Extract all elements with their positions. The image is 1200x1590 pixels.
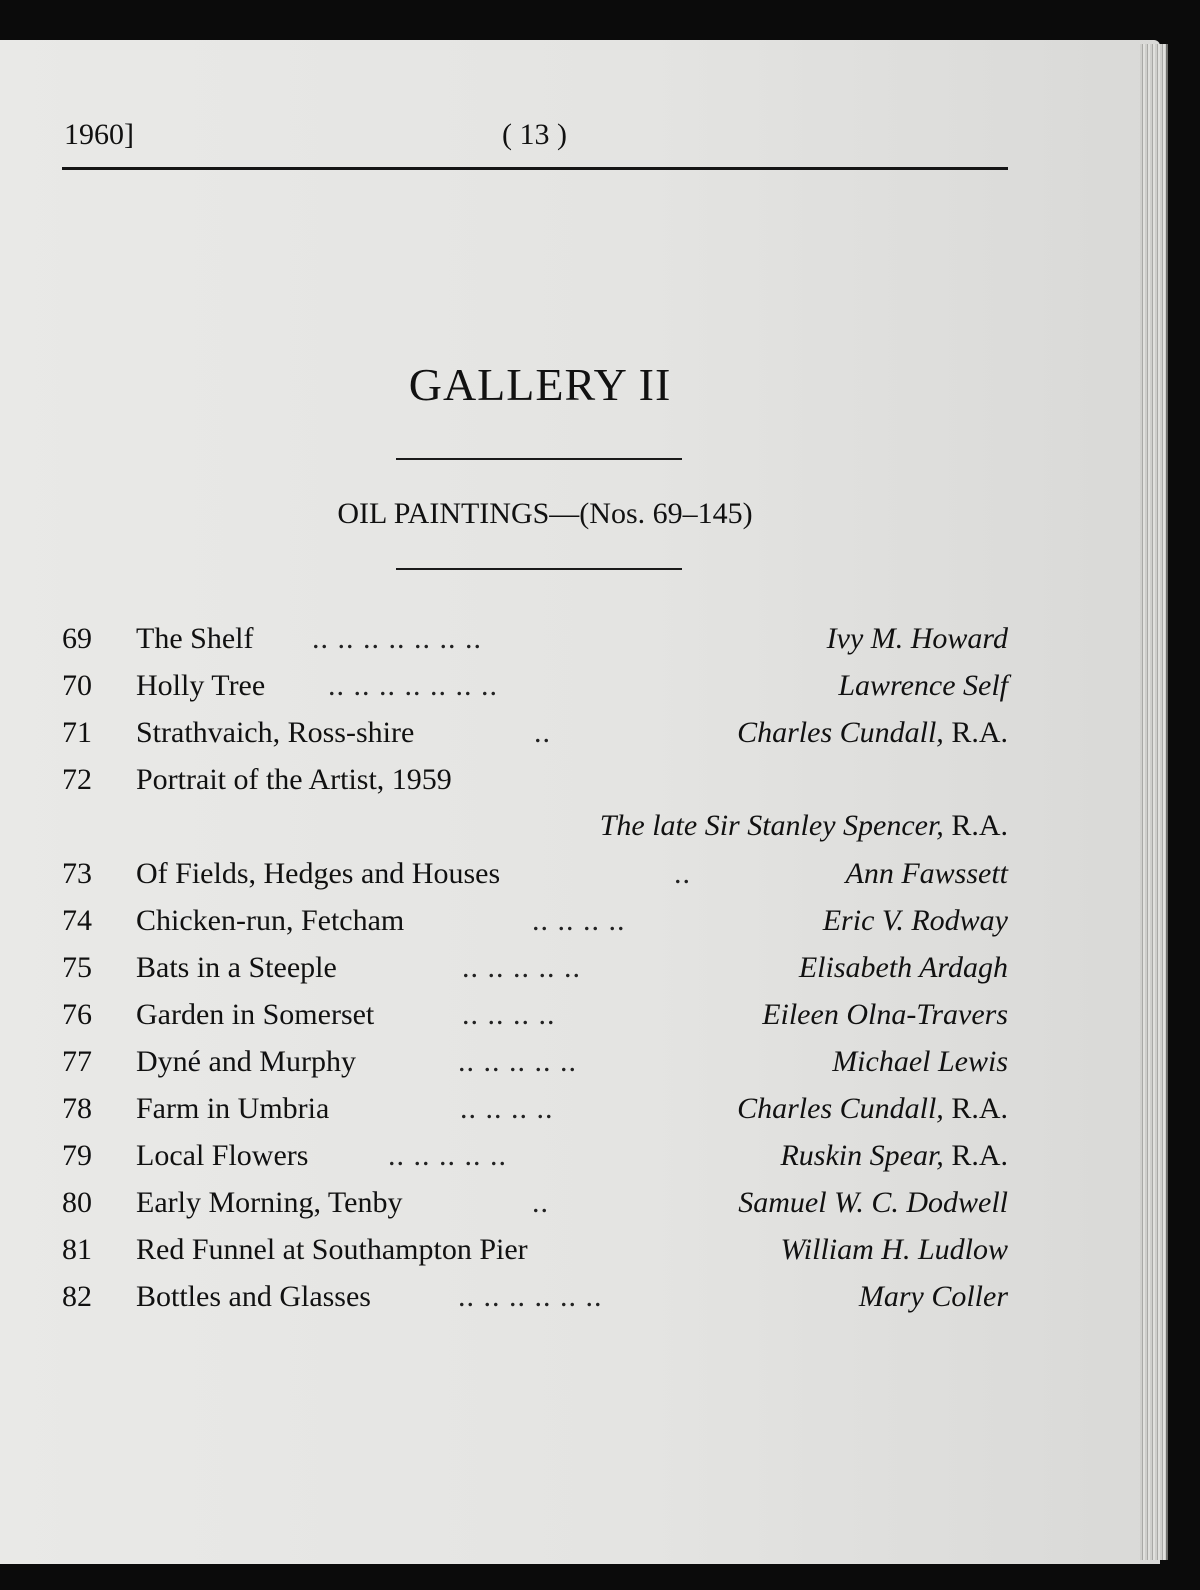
catalogue-entry: [62, 704, 1008, 751]
leader-dots: .. .. .. .. .. ..: [458, 1280, 603, 1313]
entry-title: Dyné and Murphy: [136, 1045, 356, 1078]
entry-title: The Shelf: [136, 622, 254, 655]
entry-title: Bottles and Glasses: [136, 1280, 371, 1313]
entry-number: 71: [62, 716, 92, 749]
leader-dots: ..: [534, 716, 551, 749]
entry-number: 74: [62, 904, 92, 937]
artist-name: Ann Fawssett: [845, 857, 1008, 890]
entry-title: Early Morning, Tenby: [136, 1186, 403, 1219]
entry-artist: [762, 998, 1008, 1032]
catalogue-entry: [62, 1268, 1008, 1315]
catalogue-entry: [62, 1174, 1008, 1221]
artist-name: Ruskin Spear,: [780, 1139, 944, 1172]
artist-suffix: R.A.: [943, 716, 1008, 749]
catalogue-entry: [62, 986, 1008, 1033]
leader-dots: ..: [674, 857, 691, 890]
entry-title: Garden in Somerset: [136, 998, 375, 1031]
entry-artist: [838, 669, 1008, 703]
title-rule: [396, 458, 682, 460]
catalogue-entry: [62, 657, 1008, 704]
artist-name: William H. Ludlow: [780, 1233, 1008, 1266]
catalogue-entry: [62, 939, 1008, 986]
leader-dots: .. .. .. .. ..: [462, 951, 581, 984]
catalogue-entry: [62, 892, 1008, 939]
leader-dots: ..: [532, 1186, 549, 1219]
artist-suffix: R.A.: [943, 1092, 1008, 1125]
header-year: 1960]: [64, 118, 134, 151]
entry-artist: [737, 1092, 1008, 1126]
catalogue-entry: [62, 1127, 1008, 1174]
artist-name: Mary Coller: [858, 1280, 1008, 1313]
catalogue-entry: [62, 610, 1008, 657]
entry-title: Strathvaich, Ross-shire: [136, 716, 415, 749]
entry-artist: [780, 1233, 1008, 1267]
entry-title: Local Flowers: [136, 1139, 309, 1172]
catalogue-entry: [62, 1033, 1008, 1080]
artist-name: Ivy M. Howard: [826, 622, 1008, 655]
artist-name: Charles Cundall,: [737, 1092, 944, 1125]
entry-number: 70: [62, 669, 92, 702]
leader-dots: .. .. .. ..: [462, 998, 556, 1031]
entry-title: Of Fields, Hedges and Houses: [136, 857, 501, 890]
leader-dots: .. .. .. ..: [460, 1092, 554, 1125]
entry-artist: [827, 622, 1008, 656]
entry-artist: [846, 857, 1009, 891]
entry-number: 76: [62, 998, 92, 1031]
entry-title: Chicken-run, Fetcham: [136, 904, 405, 937]
leader-dots: .. .. .. .. .. .. ..: [312, 622, 482, 655]
artist-name: The late Sir Stanley Spencer,: [599, 809, 944, 842]
entry-artist: [859, 1280, 1008, 1314]
entry-title: Holly Tree: [136, 669, 266, 702]
catalogue-entry: [62, 1221, 1008, 1268]
entry-number: 77: [62, 1045, 92, 1078]
artist-name: Samuel W. C. Dodwell: [738, 1186, 1008, 1219]
artist-name: Charles Cundall,: [737, 716, 944, 749]
section-subtitle: OIL PAINTINGS—(Nos. 69–145): [337, 497, 753, 530]
entry-title: Farm in Umbria: [136, 1092, 330, 1125]
running-header: [64, 118, 1008, 158]
entry-number: 80: [62, 1186, 92, 1219]
artist-suffix: R.A.: [943, 809, 1008, 842]
gallery-title: GALLERY II: [408, 359, 672, 410]
catalogue-entry: [62, 751, 1008, 845]
leader-dots: .. .. .. .. .. .. ..: [328, 669, 498, 702]
artist-name: Elisabeth Ardagh: [798, 951, 1008, 984]
entry-artist: [600, 809, 1008, 843]
page-edge: [1140, 44, 1168, 1560]
entry-title: Red Funnel at Southampton Pier: [136, 1233, 528, 1266]
artist-name: Lawrence Self: [838, 669, 1008, 702]
subtitle-rule: [396, 568, 682, 570]
catalogue-entry: [62, 845, 1008, 892]
header-rule: [62, 167, 1008, 170]
catalogue-list: [62, 610, 1008, 1315]
entry-title: Bats in a Steeple: [136, 951, 337, 984]
entry-title: Portrait of the Artist, 1959: [136, 763, 452, 796]
entry-artist: [780, 1139, 1008, 1173]
catalogue-entry: [62, 1080, 1008, 1127]
entry-number: 72: [62, 763, 92, 796]
entry-number: 81: [62, 1233, 92, 1266]
entry-number: 79: [62, 1139, 92, 1172]
artist-suffix: R.A.: [943, 1139, 1008, 1172]
artist-name: Eric V. Rodway: [822, 904, 1008, 937]
entry-artist: [799, 951, 1008, 985]
leader-dots: .. .. .. ..: [532, 904, 626, 937]
entry-number: 75: [62, 951, 92, 984]
entry-number: 73: [62, 857, 92, 890]
entry-number: 78: [62, 1092, 92, 1125]
leader-dots: .. .. .. .. ..: [458, 1045, 577, 1078]
entry-artist: [832, 1045, 1008, 1079]
entry-number: 82: [62, 1280, 92, 1313]
page-number: ( 13 ): [502, 118, 567, 151]
entry-artist: [738, 1186, 1008, 1220]
artist-name: Michael Lewis: [832, 1045, 1008, 1078]
entry-artist: [737, 716, 1008, 750]
artist-name: Eileen Olna-Travers: [762, 998, 1008, 1031]
entry-number: 69: [62, 622, 92, 655]
entry-artist: [823, 904, 1008, 938]
leader-dots: .. .. .. .. ..: [388, 1139, 507, 1172]
